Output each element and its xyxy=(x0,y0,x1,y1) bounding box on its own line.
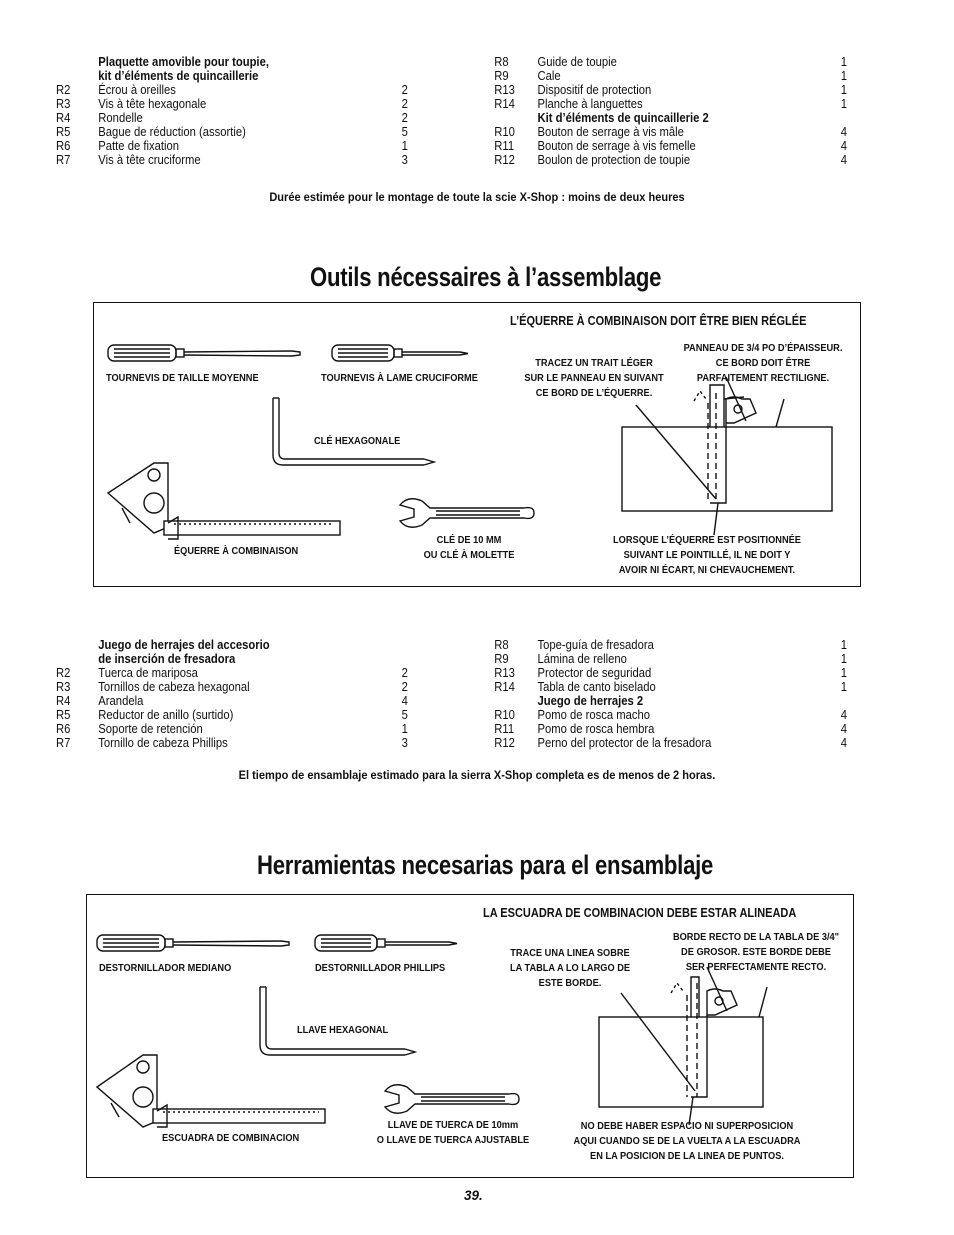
part-name: Juego de herrajes del accesorio xyxy=(98,638,270,652)
part-name: Plaquette amovible pour toupie, xyxy=(98,55,269,69)
trace-line-note: TRACE UNA LINEA SOBRE LA TABLA A LO LARGO DE ESTE BORDE. xyxy=(509,947,631,989)
part-code: R11 xyxy=(494,722,515,736)
part-name: Reductor de anillo (surtido) xyxy=(98,708,234,722)
parts-list-fr xyxy=(56,55,857,175)
trace-line-note: TRACEZ UN TRAIT LÉGER SUR LE PANNEAU EN SUIVANT CE BORD DE L’ÉQUERRE. xyxy=(524,357,664,399)
part-name: Dispositif de protection xyxy=(537,83,652,97)
flat-screwdriver-icon xyxy=(97,935,289,951)
part-name: Juego de herrajes 2 xyxy=(537,694,644,708)
part-code: R5 xyxy=(56,125,71,139)
part-qty: 2 xyxy=(401,666,408,680)
part-name: Tuerca de mariposa xyxy=(98,666,198,680)
part-qty: 1 xyxy=(401,139,408,153)
part-name: Bouton de serrage à vis femelle xyxy=(537,139,696,153)
hex-key-icon xyxy=(260,987,415,1055)
part-name: Vis à tête cruciforme xyxy=(98,153,201,167)
part-qty: 1 xyxy=(840,638,848,652)
part-name: Tabla de canto biselado xyxy=(537,680,656,694)
part-code: R14 xyxy=(494,97,515,111)
wrench-label: LLAVE DE TUERCA DE 10mm O LLAVE DE TUERCA AJUSTABLE xyxy=(376,1119,530,1146)
part-qty: 1 xyxy=(840,69,848,83)
part-code: R3 xyxy=(56,97,71,111)
part-qty: 4 xyxy=(840,708,848,722)
panel-edge-note: PANNEAU DE 3/4 PO D’ÉPAISSEUR. CE BORD DOIT ÊTRE PARFAITEMENT RECTILIGNE. xyxy=(683,342,843,384)
part-qty: 2 xyxy=(401,97,408,111)
part-name: Arandela xyxy=(98,694,144,708)
part-code: R13 xyxy=(494,83,515,97)
part-name: Tornillos de cabeza hexagonal xyxy=(98,680,250,694)
page-number: 39. xyxy=(464,1188,483,1203)
part-code: R9 xyxy=(494,652,509,666)
part-qty: 1 xyxy=(840,83,848,97)
panel-edge-note: BORDE RECTO DE LA TABLA DE 3/4" DE GROSOR. ESTE BORDE DEBE SER PERFECTAMENTE RECTO. xyxy=(672,931,840,973)
combination-square-icon xyxy=(108,463,340,539)
part-name: Tope-guía de fresadora xyxy=(537,638,654,652)
no-gap-note: LORSQUE L’ÉQUERRE EST POSITIONNÉE SUIVANT LE POINTILLÉ, IL NE DOIT Y AVOIR NI ÉCART, NI CHEVAUCHEMENT. xyxy=(613,534,801,576)
part-code: R4 xyxy=(56,694,71,708)
part-code: R12 xyxy=(494,736,515,750)
part-qty: 2 xyxy=(401,83,408,97)
assembly-time-note: Durée estimée pour le montage de toute la scie X-Shop : moins de deux heures xyxy=(269,190,685,204)
part-name: de inserción de fresadora xyxy=(98,652,236,666)
section-title-fr: Outils nécessaires à l’assemblage xyxy=(310,262,662,292)
hex-key-label: CLÉ HEXAGONALE xyxy=(314,435,401,447)
part-name: Boulon de protection de toupie xyxy=(537,153,691,167)
flat-screwdriver-icon xyxy=(108,345,300,361)
part-qty: 2 xyxy=(401,111,408,125)
assembly-time-note: El tiempo de ensamblaje estimado para la sierra X-Shop completa es de menos de 2 horas. xyxy=(238,768,716,782)
part-qty: 5 xyxy=(401,708,408,722)
part-name: Planche à languettes xyxy=(537,97,643,111)
part-qty: 4 xyxy=(840,722,848,736)
part-qty: 4 xyxy=(401,694,408,708)
part-name: Tornillo de cabeza Phillips xyxy=(98,736,228,750)
part-qty: 1 xyxy=(840,666,848,680)
part-name: Rondelle xyxy=(98,111,143,125)
part-qty: 1 xyxy=(401,722,408,736)
part-name: Protector de seguridad xyxy=(537,666,652,680)
hex-key-icon xyxy=(273,398,434,465)
part-code: R3 xyxy=(56,680,71,694)
part-qty: 1 xyxy=(840,97,848,111)
square-alignment-heading: LA ESCUADRA DE COMBINACION DEBE ESTAR ALINEADA xyxy=(483,906,797,920)
part-code: R6 xyxy=(56,722,71,736)
part-code: R4 xyxy=(56,111,71,125)
part-name: kit d’éléments de quincaillerie xyxy=(98,69,259,83)
flat-screwdriver-label: TOURNEVIS DE TAILLE MOYENNE xyxy=(106,372,259,384)
parts-list-es xyxy=(56,638,857,758)
part-code: R13 xyxy=(494,666,515,680)
part-code: R10 xyxy=(494,708,515,722)
part-qty: 4 xyxy=(840,736,848,750)
part-qty: 1 xyxy=(840,55,848,69)
part-qty: 2 xyxy=(401,680,408,694)
part-qty: 4 xyxy=(840,139,848,153)
phillips-screwdriver-icon xyxy=(332,345,468,361)
part-code: R2 xyxy=(56,666,71,680)
wrench-label: CLÉ DE 10 MM OU CLÉ À MOLETTE xyxy=(423,534,515,561)
part-code: R2 xyxy=(56,83,71,97)
part-name: Patte de fixation xyxy=(98,139,179,153)
part-code: R6 xyxy=(56,139,71,153)
part-code: R11 xyxy=(494,139,515,153)
part-qty: 1 xyxy=(840,652,848,666)
part-name: Écrou à oreilles xyxy=(98,83,176,97)
part-code: R12 xyxy=(494,153,515,167)
part-name: Bague de réduction (assortie) xyxy=(98,125,246,139)
part-code: R14 xyxy=(494,680,515,694)
part-name: Bouton de serrage à vis mâle xyxy=(537,125,684,139)
part-name: Lámina de relleno xyxy=(537,652,627,666)
part-name: Pomo de rosca hembra xyxy=(537,722,655,736)
part-name: Cale xyxy=(537,69,561,83)
phillips-screwdriver-icon xyxy=(315,935,457,951)
combination-square-label: ÉQUERRE À COMBINAISON xyxy=(174,545,299,557)
part-qty: 4 xyxy=(840,153,848,167)
tools-figure-es xyxy=(86,894,854,1178)
flat-screwdriver-label: DESTORNILLADOR MEDIANO xyxy=(99,962,232,974)
part-name: Kit d’éléments de quincaillerie 2 xyxy=(537,111,709,125)
part-name: Guide de toupie xyxy=(537,55,617,69)
part-name: Vis à tête hexagonale xyxy=(98,97,207,111)
part-qty: 3 xyxy=(401,736,408,750)
part-code: R9 xyxy=(494,69,509,83)
part-qty: 3 xyxy=(401,153,408,167)
part-name: Perno del protector de la fresadora xyxy=(537,736,712,750)
part-name: Pomo de rosca macho xyxy=(537,708,651,722)
hex-key-label: LLAVE HEXAGONAL xyxy=(297,1024,389,1036)
square-alignment-heading: L’ÉQUERRE À COMBINAISON DOIT ÊTRE BIEN RÉGLÉE xyxy=(510,314,807,328)
combination-square-icon xyxy=(97,1055,325,1127)
phillips-screwdriver-label: DESTORNILLADOR PHILLIPS xyxy=(315,962,446,974)
section-title-es: Herramientas necesarias para el ensamblaje xyxy=(257,850,714,880)
wrench-icon xyxy=(400,499,534,528)
part-code: R7 xyxy=(56,153,71,167)
no-gap-note: NO DEBE HABER ESPACIO NI SUPERPOSICION AQUI CUANDO SE DE LA VUELTA A LA ESCUADRA EN LA POSICION DE LA LINEA DE PUNTOS. xyxy=(573,1120,801,1162)
part-qty: 5 xyxy=(401,125,408,139)
part-code: R5 xyxy=(56,708,71,722)
combination-square-label: ESCUADRA DE COMBINACION xyxy=(162,1132,300,1144)
part-code: R8 xyxy=(494,55,509,69)
part-code: R8 xyxy=(494,638,509,652)
part-code: R10 xyxy=(494,125,515,139)
phillips-screwdriver-label: TOURNEVIS À LAME CRUCIFORME xyxy=(321,372,478,384)
wrench-icon xyxy=(385,1085,519,1114)
part-qty: 1 xyxy=(840,680,848,694)
part-code: R7 xyxy=(56,736,71,750)
part-qty: 4 xyxy=(840,125,848,139)
part-name: Soporte de retención xyxy=(98,722,203,736)
tools-figure-fr xyxy=(93,302,861,587)
